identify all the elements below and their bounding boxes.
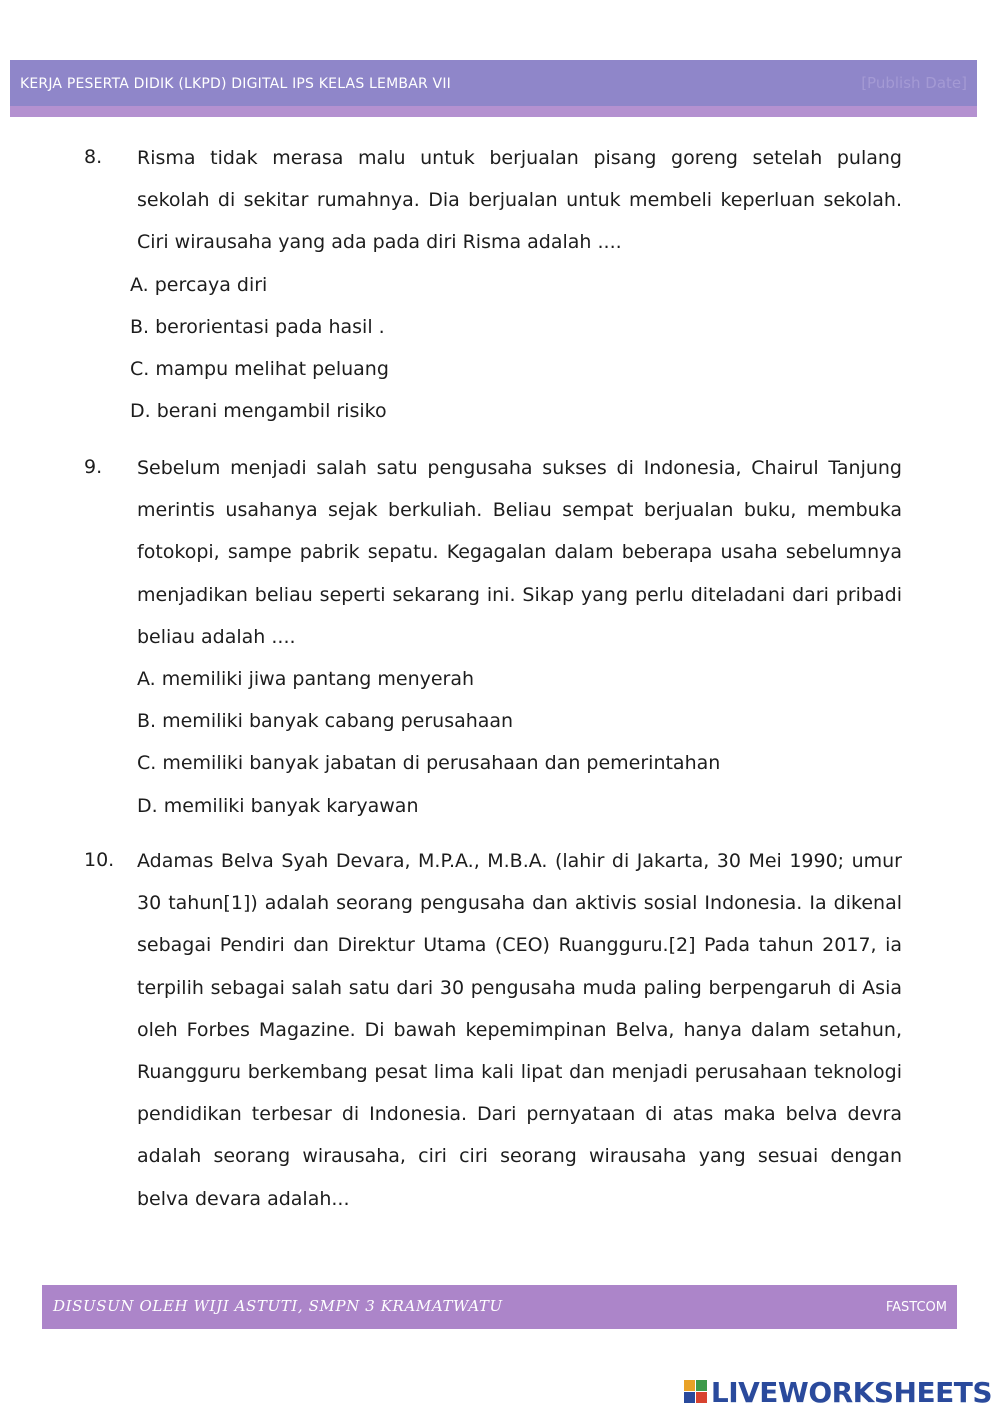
question-text: Adamas Belva Syah Devara, M.P.A., M.B.A. (lahir di Jakarta, 30 Mei 1990; umur 30 tahun[1]) adalah seorang pengusaha dan aktivis sosial Indonesia. Ia dikenal sebagai Pendiri dan Direktur Utama (CEO) Ruangguru.[2] Pada tahun 2017, ia terpilih sebagai salah satu dari 30 pengusaha muda paling berpengaruh di Asia oleh Forbes Magazine. Di bawah kepemimpinan Belva, hanya dalam setahun, Ruangguru berkembang pesat lima kali lipat dan menjadi perusahaan teknologi pendidikan terbesar di Indonesia. Dari pernyataan di atas maka belva devra adalah seorang wirausaha, ciri ciri seorang wirausaha yang sesuai dengan belva devara adalah... [137, 850, 902, 1210]
question-text: Risma tidak merasa malu untuk berjualan pisang goreng setelah pulang sekolah di sekitar rumahnya. Dia berjualan untuk membeli keperluan sekolah. Ciri wirausaha yang ada pada diri Risma adalah .... [137, 147, 902, 254]
option-b: B. berorientasi pada hasil . [130, 315, 385, 338]
option-a: A. percaya diri [130, 273, 268, 296]
option-d: D. memiliki banyak karyawan [137, 794, 419, 817]
publish-date: [Publish Date] [861, 74, 967, 92]
document-title: KERJA PESERTA DIDIK (LKPD) DIGITAL IPS KELAS LEMBAR VII [20, 76, 451, 92]
question-text: Sebelum menjadi salah satu pengusaha sukses di Indonesia, Chairul Tanjung merintis usahanya sejak berkuliah. Beliau sempat berjualan buku, membuka fotokopi, sampe pabrik sepatu. Kegagalan dalam beberapa usaha sebelumnya menjadikan beliau seperti sekarang ini. Sikap yang perlu diteladani dari pribadi beliau adalah .... [137, 457, 902, 648]
liveworksheets-logo[interactable] [684, 1376, 992, 1408]
question-10 [84, 849, 902, 1220]
option-a: A. memiliki jiwa pantang menyerah [137, 668, 475, 691]
question-9 [84, 456, 902, 827]
question-number: 9. [84, 456, 103, 478]
option-d: D. berani mengambil risiko [130, 400, 387, 423]
footer-label: FASTCOM [885, 1300, 947, 1315]
question-8 [84, 146, 902, 432]
footer-author: DISUSUN OLEH WIJI ASTUTI, SMPN 3 KRAMATWATU [53, 1297, 503, 1315]
option-b: B. memiliki banyak cabang perusahaan [137, 710, 514, 733]
option-c: C. memiliki banyak jabatan di perusahaan dan pemerintahan [137, 752, 721, 775]
brand-name: LIVEWORKSHEETS [710, 1375, 992, 1409]
header-strip [10, 106, 977, 117]
question-number: 8. [84, 146, 103, 168]
option-c: C. mampu melihat peluang [130, 358, 389, 381]
logo-icon [684, 1380, 708, 1404]
question-number: 10. [84, 849, 115, 871]
